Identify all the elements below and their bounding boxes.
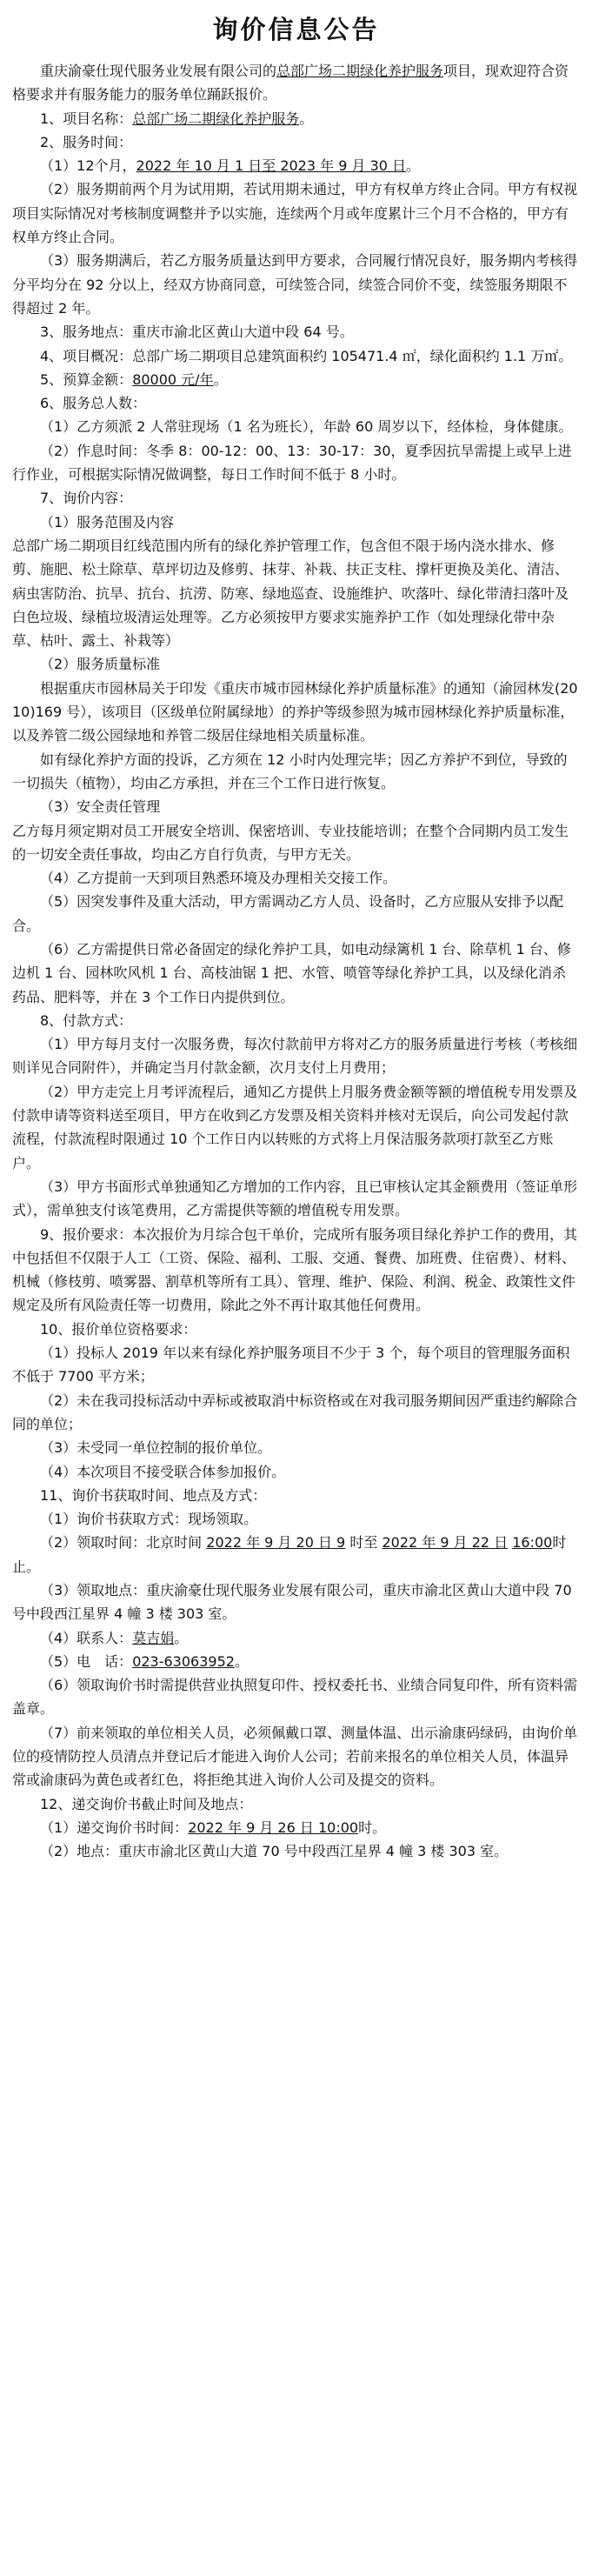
section-6-2: （2）作息时间：冬季 8：00-12：00、13：30-17：30，夏季因抗旱需提上或早上进行作业，可根据实际情况做调整，每日工作时间不低于 8 小时。 — [12, 442, 572, 484]
section-9: 9、报价要求：本次报价为月综合包干单价，完成所有服务项目绿化养护工作的费用，其中包括但不仅限于人工（工资、保险、福利、工服、交通、餐费、加班费、住宿费）、材料、机械（修枝剪、喷雾器、割草机等所有工具）、管理、维护、保险、利润、税金、政策性文件规定及所有风险责任等一切费用，除此之外不再计取其他任何费用。 — [12, 1225, 578, 1314]
section-10-heading: 10、报价单位资格要求： — [40, 1320, 197, 1338]
section-11-5 — [12, 1650, 580, 1673]
label: （5）电 话： — [40, 1652, 133, 1670]
punct: 。 — [213, 370, 228, 388]
punct: 。 — [234, 1652, 249, 1670]
end-hour-value: 16:00 — [512, 1534, 553, 1552]
punct: 时。 — [358, 1819, 387, 1836]
section-12-1 — [12, 1816, 580, 1839]
phone-value: 023-63063952 — [132, 1652, 235, 1670]
section-11-2 — [12, 1531, 580, 1578]
section-8-2: （2）甲方走完上月考评流程后，通知乙方提供上月服务费金额等额的增值税专用发票及付款申请等资料送至项目，甲方在收到乙方发票及相关资料并核对无误后，向公司发起付款流程，付款流程时限通过 10 个工作日内以转账的方式将上月保洁服务款项打款至乙方账户。 — [12, 1083, 578, 1171]
section-7-heading: 7、询价内容： — [40, 490, 133, 507]
section-10-4: （4）本次项目不接受联合体参加报价。 — [40, 1463, 286, 1480]
label: （2）领取时间：北京时间 — [40, 1534, 203, 1552]
label: （4）联系人： — [40, 1629, 133, 1646]
section-6-heading: 6、服务总人数： — [40, 395, 147, 412]
section-2-1 — [12, 154, 580, 177]
section-12-heading: 12、递交询价书截止时间及地点： — [40, 1795, 253, 1812]
deadline-value: 2022 年 9 月 26 日 10:00 — [188, 1819, 359, 1836]
section-11-1: （1）询价书获取方式：现场领取。 — [40, 1511, 258, 1528]
section-11-4 — [12, 1626, 580, 1650]
start-time-value: 2022 年 9 月 20 日 9 — [206, 1534, 346, 1552]
contact-name-value: 莫吉娟 — [132, 1629, 175, 1646]
section-7-3-body: 乙方每月须定期对员工开展安全培训、保密培训、专业技能培训；在整个合同期内员工发生的一切安全责任事故，均由乙方自行负责，与甲方无关。 — [12, 822, 569, 863]
section-10-3: （3）未受同一单位控制的报价单位。 — [40, 1439, 272, 1457]
punct: 时止。 — [12, 1534, 567, 1575]
section-7-2-heading: （2）服务质量标准 — [40, 656, 161, 673]
section-12-2: （2）地点：重庆市渝北区黄山大道 70 号中段西江星界 4 幢 3 楼 303 室。 — [40, 1843, 509, 1860]
section-7-2-body: 根据重庆市园林局关于印发《重庆市城市园林绿化养护质量标准》的通知（渝园林发(2010)169 号），该项目（区级单位附属绿地）的养护等级参照为城市园林绿化养护质量标准，以及养管二级公园绿地和养管二级居住绿地相关质量标准。 — [12, 679, 578, 744]
section-6-1: （1）乙方须派 2 人常驻现场（1 名为班长），年龄 60 周岁以下，经体检，身体健康。 — [40, 418, 573, 436]
intro-project-name: 总部广场二期绿化养护服务 — [276, 63, 444, 79]
section-7-4: （4）乙方提前一天到项目熟悉环境及办理相关交接工作。 — [40, 870, 397, 887]
text: 时至 — [349, 1534, 378, 1552]
punct: 。 — [299, 110, 314, 127]
budget-value: 80000 元/年 — [132, 370, 214, 388]
intro-paragraph — [12, 59, 580, 107]
intro-text: 重庆渝豪仕现代服务业发展有限公司的 — [40, 63, 277, 79]
section-1 — [12, 107, 580, 130]
section-11-6: （6）领取询价书时需提供营业执照复印件、授权委托书、业绩合同复印件，所有资料需盖章。 — [12, 1677, 578, 1718]
section-11-3: （3）领取地点：重庆渝豪仕现代服务业发展有限公司，重庆市渝北区黄山大道中段 70 号中段西江星界 4 幢 3 楼 303 室。 — [12, 1582, 572, 1623]
section-7-2-body-2: 如有绿化养护方面的投诉，乙方须在 12 小时内处理完毕；因乙方养护不到位，导致的一切损失（植物），均由乙方承担，并在三个工作日进行恢复。 — [12, 751, 568, 791]
section-4: 4、项目概况：总部广场二期项目总建筑面积约 105471.4 ㎡，绿化面积约 1.1 万㎡。 — [40, 347, 573, 364]
label: （1）12个月， — [40, 157, 136, 175]
section-11-7: （7）前来领取的单位相关人员，必须佩戴口罩、测量体温、出示渝康码绿码，由询价单位的疫情防控人员清点并登记后才能进入询价人公司；若前来报名的单位相关人员，体温异常或渝康码为黄色或者红色，将拒绝其进入询价人公司及提交的资料。 — [12, 1724, 578, 1789]
section-7-1-heading: （1）服务范围及内容 — [40, 513, 175, 531]
section-8-heading: 8、付款方式： — [40, 1011, 133, 1029]
punct: 。 — [406, 157, 421, 175]
project-name-value: 总部广场二期绿化养护服务 — [132, 110, 300, 127]
section-10-1: （1）投标人 2019 年以来有绿化养护服务项目不少于 3 个，每个项目的管理服务面积不低于 7700 平方米； — [12, 1345, 570, 1385]
label: 1、项目名称： — [40, 110, 133, 127]
section-7-6: （6）乙方需提供日常必备固定的绿化养护工具，如电动绿篱机 1 台、除草机 1 台、修边机 1 台、园林吹风机 1 台、高枝油锯 1 把、水管、喷管等绿化养护工具，以及绿化消杀药品、肥料等，并在 3 个工作日内提供到位。 — [12, 940, 571, 1005]
section-8-3: （3）甲方书面形式单独通知乙方增加的工作内容，且已审核认定其金额费用（签证单形式），需单独支付该笔费用，乙方需提供等额的增值税专用发票。 — [12, 1178, 578, 1219]
section-7-1-body: 总部广场二期项目红线范围内所有的绿化养护管理工作，包含但不限于场内浇水排水、修剪、施肥、松土除草、草坪切边及修剪、抹芽、补栽、扶正支柱、撑杆更换及美化、清洁、病虫害防治、抗旱、抗台、抗涝、防寒、绿地巡查、设施维护、吹落叶、绿化带清扫落叶及白色垃圾、绿植垃圾清运处理等。乙方必须按甲方要求实施养护工作（如处理绿化带中杂草、枯叶、露土、补栽等） — [12, 537, 569, 650]
label: （1）递交询价书时间： — [40, 1819, 189, 1836]
intro-text-end: 项目，现欢迎符合资格要求并有服务能力的服务单位踊跃报价。 — [12, 63, 569, 103]
section-2-heading: 2、服务时间： — [40, 133, 133, 150]
punct: 。 — [174, 1629, 189, 1646]
section-2-2: （2）服务期前两个月为试用期，若试用期未通过，甲方有权单方终止合同。甲方有权视项目实际情况对考核制度调整并予以实施，连续两个月或年度累计三个月不合格的，甲方有权单方终止合同。 — [12, 181, 578, 246]
section-10-2: （2）未在我司投标活动中弄标或被取消中标资格或在对我司服务期间因严重违约解除合同的单位； — [12, 1391, 578, 1432]
label: 5、预算金额： — [40, 370, 133, 388]
section-5 — [12, 368, 580, 391]
section-3: 3、服务地点：重庆市渝北区黄山大道中段 64 号。 — [40, 324, 354, 341]
section-7-5: （5）因突发事件及重大活动，甲方需调动乙方人员、设备时，乙方应服从安排予以配合。 — [12, 893, 564, 934]
service-period-value: 2022 年 10 月 1 日至 2023 年 9 月 30 日 — [136, 157, 407, 175]
end-date-value: 2022 年 9 月 22 日 — [382, 1534, 509, 1552]
section-7-3-heading: （3）安全责任管理 — [40, 798, 161, 816]
section-2-3: （3）服务期满后，若乙方服务质量达到甲方要求，合同履行情况良好，服务期内考核得分平均分在 92 分以上，经双方协商同意，可续签合同，续签合同价不变，续签服务期限不得超过 2 年。 — [12, 252, 578, 317]
section-8-1: （1）甲方每月支付一次服务费，每次付款前甲方将对乙方的服务质量进行考核（考核细则详见合同附件），并确定当月付款金额，次月支付上月费用； — [12, 1036, 578, 1077]
section-11-heading: 11、询价书获取时间、地点及方式： — [40, 1486, 267, 1504]
page-title: 询价信息公告 — [212, 15, 380, 44]
